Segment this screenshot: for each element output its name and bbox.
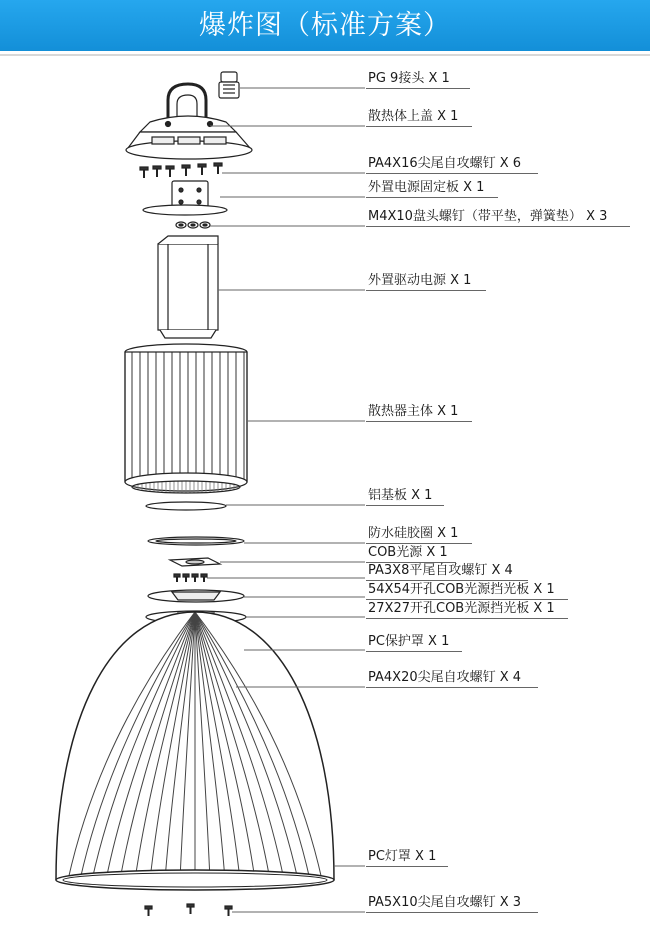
m4x10-screws [176,222,210,228]
pa5x10-screws [145,904,232,916]
part-label-heatsink-body: 散热器主体 X 1 [368,404,459,419]
part-label-pa3x8-screws: PA3X8平尾自攻螺钉 X 4 [368,563,513,578]
part-label-pc-protective-cover: PC保护罩 X 1 [368,634,450,649]
part-label-silicone-ring: 防水硅胶圈 X 1 [368,526,459,541]
label-underline [366,599,568,600]
label-underline [366,505,444,506]
label-underline [366,88,470,89]
heatsink-body [125,344,247,493]
driver-power-supply [158,236,218,338]
silicone-ring [148,537,244,545]
page-title: 爆炸图（标准方案） [199,10,451,41]
part-label-m4x10-screws: M4X10盘头螺钉（带平垫，弹簧垫） X 3 [368,209,608,224]
label-underline [366,543,472,544]
label-underline [366,173,538,174]
label-underline [366,290,486,291]
part-label-driver-power-supply: 外置驱动电源 X 1 [368,273,472,288]
label-underline [366,618,568,619]
label-underline [366,126,472,127]
part-label-psu-mounting-plate: 外置电源固定板 X 1 [368,180,485,195]
pg9-connector [219,72,239,98]
part-label-aluminum-substrate: 铝基板 X 1 [368,488,433,503]
pa3x8-screws [174,574,207,582]
label-underline [366,651,462,652]
baffle-54x54 [148,590,244,602]
aluminum-substrate [146,502,226,510]
label-underline [366,421,472,422]
label-underline [366,912,538,913]
part-label-cob-light-source: COB光源 X 1 [368,545,448,560]
part-label-pa4x16-screws: PA4X16尖尾自攻螺钉 X 6 [368,156,522,171]
part-label-baffle-54x54: 54X54开孔COB光源挡光板 X 1 [368,582,555,597]
part-label-pa4x20-screws: PA4X20尖尾自攻螺钉 X 4 [368,670,522,685]
part-label-pc-lamp-shade: PC灯罩 X 1 [368,849,437,864]
label-underline [366,866,448,867]
part-label-top-cover: 散热体上盖 X 1 [368,109,459,124]
pa4x16-screws [140,163,222,178]
part-label-baffle-27x27: 27X27开孔COB光源挡光板 X 1 [368,601,555,616]
part-label-pa5x10-screws: PA5X10尖尾自攻螺钉 X 3 [368,895,522,910]
label-underline [366,226,630,227]
label-underline [366,580,528,581]
label-underline [366,197,498,198]
label-underline [366,687,538,688]
psu-mounting-plate [143,181,227,215]
part-label-pg9-connector: PG 9接头 X 1 [368,71,450,86]
cob-light-source [170,558,220,566]
